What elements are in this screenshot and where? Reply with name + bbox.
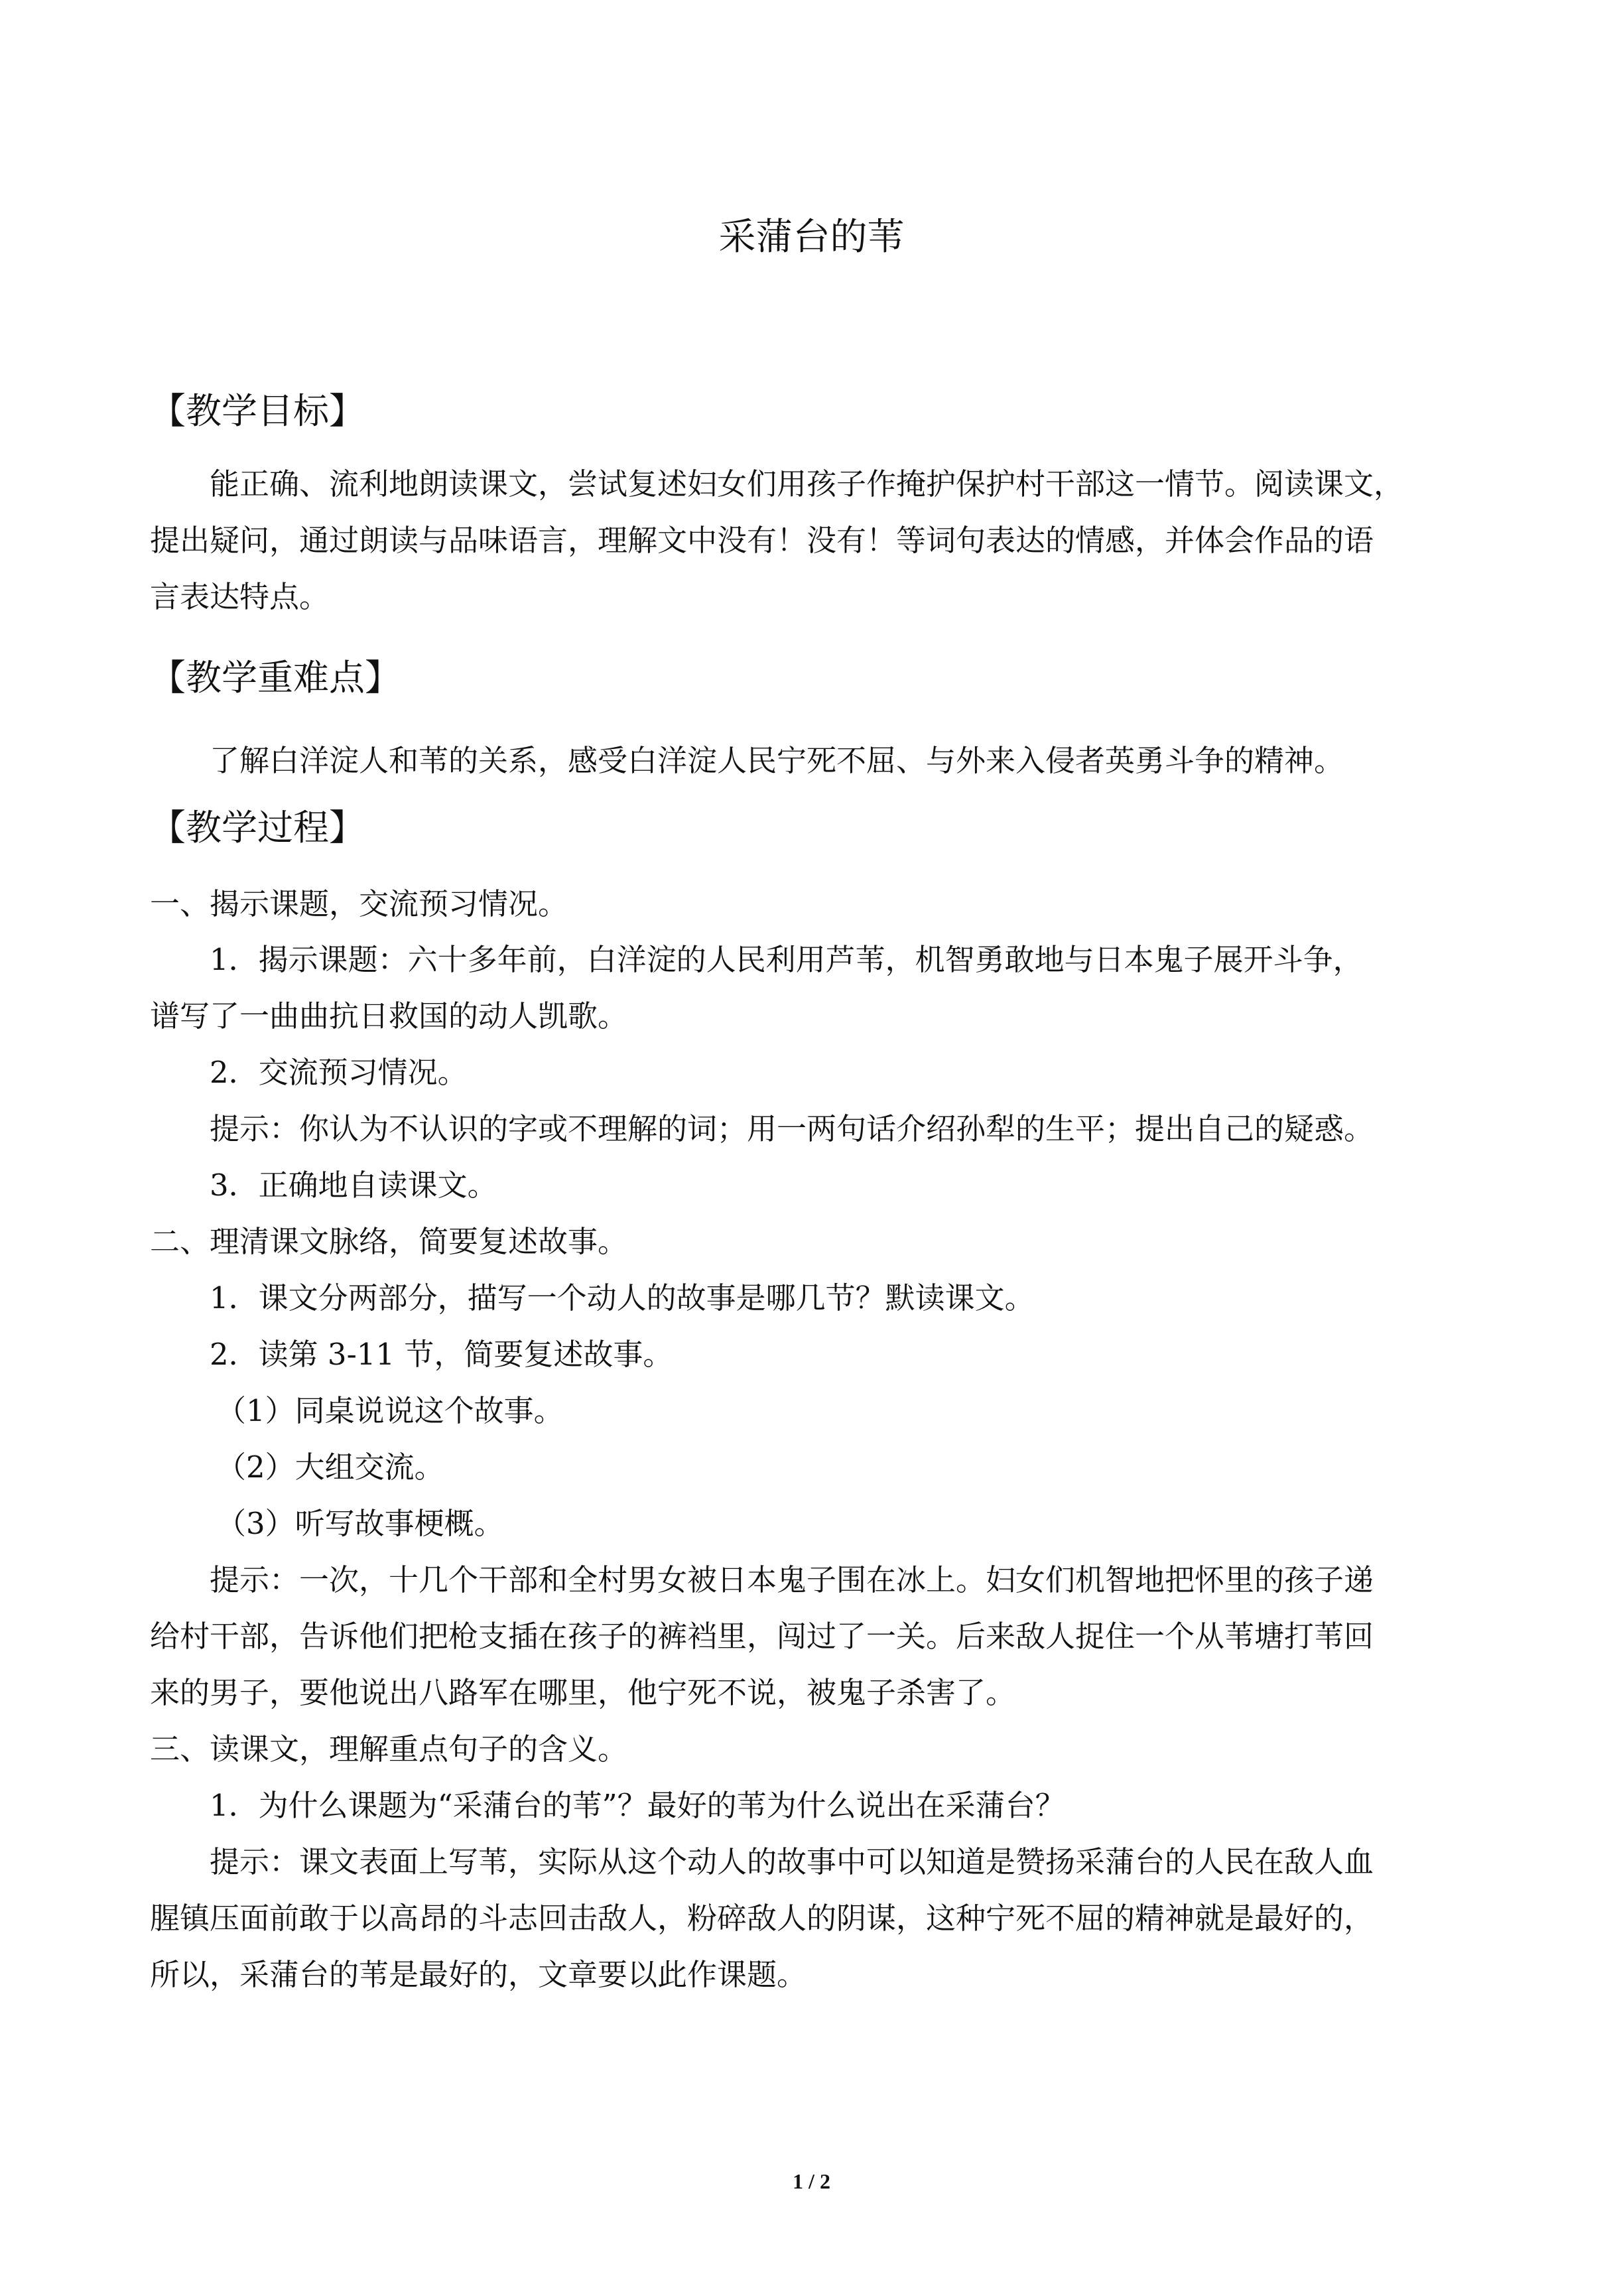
section-heading-objectives: 【教学目标】 <box>150 390 365 432</box>
paragraph-line: 言表达特点。 <box>150 579 330 614</box>
paragraph-line: 提示：课文表面上写苇，实际从这个动人的故事中可以知道是赞扬采蒲台的人民在敌人血 <box>210 1844 1374 1879</box>
step-heading: 一、揭示课题，交流预习情况。 <box>150 886 568 921</box>
paragraph-line: 1．为什么课题为“采蒲台的苇”？最好的苇为什么说出在采蒲台？ <box>210 1788 1065 1823</box>
paragraph-line: 提示：你认为不认识的字或不理解的词；用一两句话介绍孙犁的生平；提出自己的疑惑。 <box>210 1111 1374 1146</box>
step-heading: 二、理清课文脉络，简要复述故事。 <box>150 1224 628 1259</box>
paragraph-line: 提示：一次，十几个干部和全村男女被日本鬼子围在冰上。妇女们机智地把怀里的孩子递 <box>210 1562 1374 1597</box>
paragraph-line: 提出疑问，通过朗读与品味语言，理解文中没有！没有！等词句表达的情感，并体会作品的语 <box>150 523 1374 558</box>
paragraph-line: 1．课文分两部分，描写一个动人的故事是哪几节？默读课文。 <box>210 1280 1035 1316</box>
paragraph-line: （2）大组交流。 <box>216 1450 444 1485</box>
page-number: 1 / 2 <box>793 2169 830 2193</box>
paragraph-line: （1）同桌说说这个故事。 <box>216 1393 564 1428</box>
paragraph-line: 1．揭示课题：六十多年前，白洋淀的人民利用芦苇，机智勇敢地与日本鬼子展开斗争， <box>210 942 1363 977</box>
paragraph-line: 3．正确地自读课文。 <box>210 1168 497 1203</box>
document-title: 采蒲台的苇 <box>718 216 905 259</box>
section-heading-key-points: 【教学重难点】 <box>150 657 401 699</box>
paragraph-line: 2．读第 3-11 节，简要复述故事。 <box>210 1337 673 1372</box>
paragraph-line: 了解白洋淀人和苇的关系，感受白洋淀人民宁死不屈、与外来入侵者英勇斗争的精神。 <box>210 743 1344 778</box>
paragraph-line: 谱写了一曲曲抗日救国的动人凯歌。 <box>150 998 628 1034</box>
paragraph-line: 所以，采蒲台的苇是最好的，文章要以此作课题。 <box>150 1957 807 1992</box>
paragraph-line: 给村干部，告诉他们把枪支插在孩子的裤裆里，闯过了一关。后来敌人捉住一个从苇塘打苇回 <box>150 1619 1374 1654</box>
paragraph-line: 能正确、流利地朗读课文，尝试复述妇女们用孩子作掩护保护村干部这一情节。阅读课文， <box>210 466 1404 502</box>
paragraph-line: 来的男子，要他说出八路军在哪里，他宁死不说，被鬼子杀害了。 <box>150 1675 1016 1710</box>
section-heading-process: 【教学过程】 <box>150 807 365 848</box>
paragraph-line: 2．交流预习情况。 <box>210 1055 468 1090</box>
step-heading: 三、读课文，理解重点句子的含义。 <box>150 1731 628 1767</box>
paragraph-line: （3）听写故事梗概。 <box>216 1506 504 1541</box>
paragraph-line: 腥镇压面前敢于以高昂的斗志回击敌人，粉碎敌人的阴谋，这种宁死不屈的精神就是最好的， <box>150 1901 1374 1936</box>
